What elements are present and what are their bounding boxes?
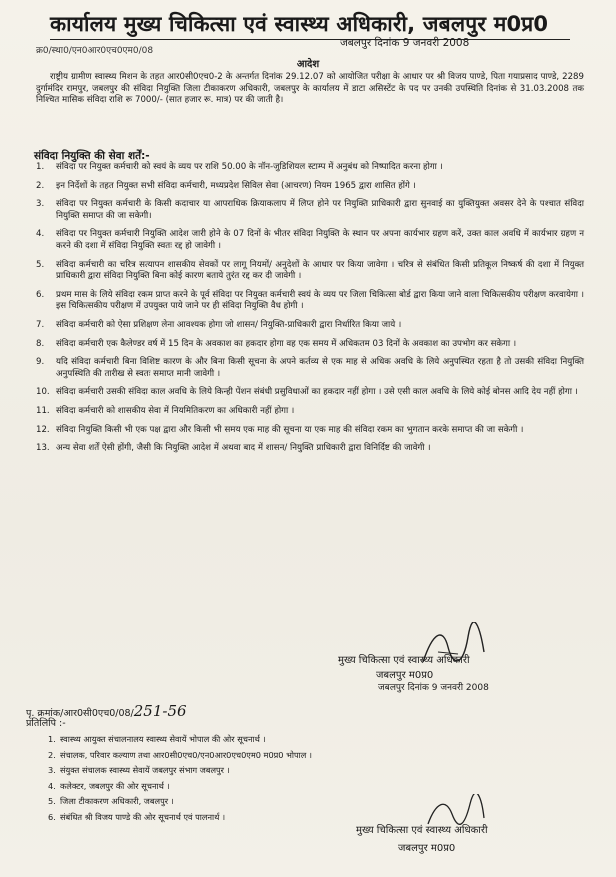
signatory-location: जबलपुर म0प्र0 <box>376 670 434 681</box>
term-text: संविदा पर नियुक्त कर्मचारी नियुक्ति आदेश जारी होने के 07 दिनों के भीतर संविदा नियुक्ति के स्थान पर अपना कार्यभार ग्रहण करें, उक्त काल अवधि में कार्यभार ग्रहण न करने की दशा में संविदा नियुक्ति स्वतः रद्द हो जावेगी । <box>56 229 584 251</box>
handwritten-number: 251-56 <box>133 702 187 720</box>
order-intro-paragraph: राष्ट्रीय ग्रामीण स्वास्थ्य मिशन के तहत आर0सी0एच0-2 के अन्तर्गत दिनांक 29.12.07 को आयोजित परीक्षा के आधार पर श्री विजय पाण्डे, पिता गयाप्रसाद पाण्डे, 2289 दुर्गामंदिर रामपुर, जबलपुर की संविदा नियुक्ति जिला टीकाकरण अधिकारी, जबलपुर के कार्यालय में डाटा असिस्टेंट के पद पर उनकी उपस्थिति दिनांक से 31.03.2008 तक निश्चित मासिक संविदा राशि रू 7000/- (सात हजार रू. मात्र) पर की जाती है। <box>36 72 584 105</box>
term-item <box>36 425 584 437</box>
term-number: 4. <box>36 229 45 240</box>
term-item <box>36 181 584 193</box>
term-number: 5. <box>36 259 45 270</box>
term-text: संविदा कर्मचारी एक कैलेण्डर वर्ष में 15 दिन के अवकाश का हकदार होगा वह एक समय में अधिकतम 03 दिनों के अवकाश का उपभोग कर सकेगा । <box>56 338 517 349</box>
issue-date: जबलपुर दिनांक 9 जनवरी 2008 <box>340 37 470 49</box>
copy-text: संबंधित श्री विजय पाण्डे की ओर सूचनार्थ एवं पालनार्थ । <box>60 811 226 822</box>
term-item <box>36 199 584 222</box>
signatory-designation-2: मुख्य चिकित्सा एवं स्वास्थ्य अधिकारी <box>356 825 488 836</box>
copy-text: जिला टीकाकरण अधिकारी, जबलपुर । <box>60 796 174 806</box>
copy-to-item <box>48 779 548 795</box>
copy-to-item <box>48 763 548 779</box>
term-item <box>36 320 584 332</box>
term-text: संविदा कर्मचारी को ऐसा प्रशिक्षण लेना आवश्यक होगा जो शासन/ नियुक्ति-प्राधिकारी द्वारा निर्धारित किया जाये । <box>56 319 402 330</box>
term-text: संविदा कर्मचारी को शासकीय सेवा में नियमितिकरण का अधिकारी नहीं होगा । <box>56 405 295 416</box>
copy-text: कलेक्टर, जबलपुर की ओर सूचनार्थ । <box>60 780 170 791</box>
term-number: 9. <box>36 357 45 368</box>
term-number: 1. <box>36 162 45 172</box>
term-text: संविदा पर नियुक्त कर्मचारी के किसी कदाचार या आपराधिक क्रियाकलाप में लिप्त होने पर नियुक्ति प्राधिकारी द्वारा सुनवाई का युक्तियुक्त अवसर देने के पश्चात संविदा नियुक्ति समाप्त की जा सकेगी। <box>56 199 584 221</box>
term-number: 6. <box>36 289 45 300</box>
term-text: संविदा कर्मचारी का चरित्र सत्यापन शासकीय सेवकों पर लागू नियमों/ अनुदेशों के आधार पर किया जावेगा । चरित्र से संबंधित किसी प्रतिकूल निष्कर्ष की दशा में नियुक्त प्राधिकारी द्वारा संविदा नियुक्ति बिना कोई कारण बताये तुरंत रद्द कर दी जावेगी । <box>56 259 584 282</box>
term-text: संविदा नियुक्ति किसी भी एक पक्ष द्वारा और किसी भी समय एक माह की सूचना या एक माह की संविदा रकम का भुगतान करके समाप्त की जा सकेगी । <box>56 424 524 435</box>
order-heading: आदेश <box>296 59 320 70</box>
office-title: कार्यालय मुख्य चिकित्सा एवं स्वास्थ्य अधिकारी, जबलपुर म0प्र0 <box>50 10 570 40</box>
term-text: प्रथम मास के लिये संविदा रकम प्राप्त करने के पूर्व संविदा पर नियुक्त कर्मचारी स्वयं के व्यय पर जिला चिकित्सा बोर्ड द्वारा किया जाने वाला चिकित्सकीय परीक्षण करवायेगा । इस चिकित्सकीय परीक्षण में उपयुक्त पाये जाने पर ही संविदा नियुक्ति वैध होगी । <box>56 289 584 312</box>
term-number: 2. <box>36 180 45 191</box>
copy-text: संचालक, परिवार कल्याण तथा आर0सी0एच0/एन0आर0एच0एम0 म0प्र0 भोपाल । <box>60 749 313 760</box>
endorsement-prefix: पृ. क्रमांक/आर0सी0एच0/08/ <box>26 708 134 719</box>
term-item <box>36 357 584 380</box>
term-item <box>36 229 584 252</box>
term-item <box>36 443 584 455</box>
terms-list <box>36 162 584 462</box>
copy-number: 2. <box>48 749 56 760</box>
term-number: 11. <box>36 405 50 416</box>
copy-text: संयुक्त संचालक स्वास्थ्य सेवायें जबलपुर संभाग जबलपुर । <box>60 765 230 775</box>
term-text: अन्य सेवा शर्तें ऐसी होंगी, जैसी कि नियुक्ति आदेश में अथवा बाद में शासन/ नियुक्ति प्राधिकारी द्वारा विनिर्दिष्ट की जावेगी । <box>56 443 431 454</box>
copy-to-item <box>48 748 548 764</box>
copy-to-item <box>48 732 548 748</box>
term-item <box>36 387 584 399</box>
copy-number: 3. <box>48 765 56 775</box>
term-text: यदि संविदा कर्मचारी बिना विशिष्ट कारण के और बिना किसी सूचना के अपने कर्तव्य से एक माह से अधिक अवधि के लिये अनुपस्थित रहता है तो उसकी संविदा नियुक्ति अनुपस्थिति की तारीख से स्वतः समाप्त मानी जावेगी । <box>56 357 584 379</box>
copy-number: 4. <box>48 780 56 791</box>
signature-date: जबलपुर दिनांक 9 जनवरी 2008 <box>378 683 489 693</box>
copy-number: 5. <box>48 796 56 806</box>
term-item <box>36 290 584 313</box>
term-number: 7. <box>36 319 45 330</box>
term-item <box>36 162 584 174</box>
copy-number: 1. <box>48 734 56 744</box>
term-text: संविदा पर नियुक्त कर्मचारी को स्वयं के व्यय पर राशि 50.00 के नॉन-जुडिशियल स्टाम्प में अनुबंध को निष्पादित करना होगा । <box>56 162 443 172</box>
signatory-designation: मुख्य चिकित्सा एवं स्वास्थ्य अधिकारी <box>338 655 470 666</box>
conditions-heading: संविदा नियुक्ति की सेवा शर्तें:- <box>34 150 150 162</box>
signatory-location-2: जबलपुर म0प्र0 <box>398 843 456 854</box>
term-text: संविदा कर्मचारी उसकी संविदा काल अवधि के लिये किन्ही पेंशन संबंधी प्रसुविधाओं का हकदार नहीं होगा । उसे एसी काल अवधि के लिये कोई बोनस आदि देय नहीं होगा । <box>56 387 578 398</box>
copy-text: स्वास्थ्य आयुक्त संचालनालय स्वास्थ्य सेवायें भोपाल की ओर सूचनार्थ । <box>60 734 266 744</box>
reference-number: क्र0/स्था0/एन0आर0एच0एम0/08 <box>36 46 154 56</box>
term-item <box>36 339 584 351</box>
term-number: 13. <box>36 443 50 454</box>
term-number: 3. <box>36 199 45 210</box>
term-item <box>36 260 584 283</box>
term-item <box>36 406 584 418</box>
term-number: 8. <box>36 338 45 349</box>
term-number: 12. <box>36 424 50 435</box>
copy-number: 6. <box>48 811 56 822</box>
copy-to-label: प्रतिलिपि :- <box>26 718 66 729</box>
term-number: 10. <box>36 387 50 398</box>
term-text: इन निर्देशों के तहत नियुक्त सभी संविदा कर्मचारी, मध्यप्रदेश सिविल सेवा (आचरण) नियम 1965 द्वारा शासित होंगे । <box>56 180 416 191</box>
